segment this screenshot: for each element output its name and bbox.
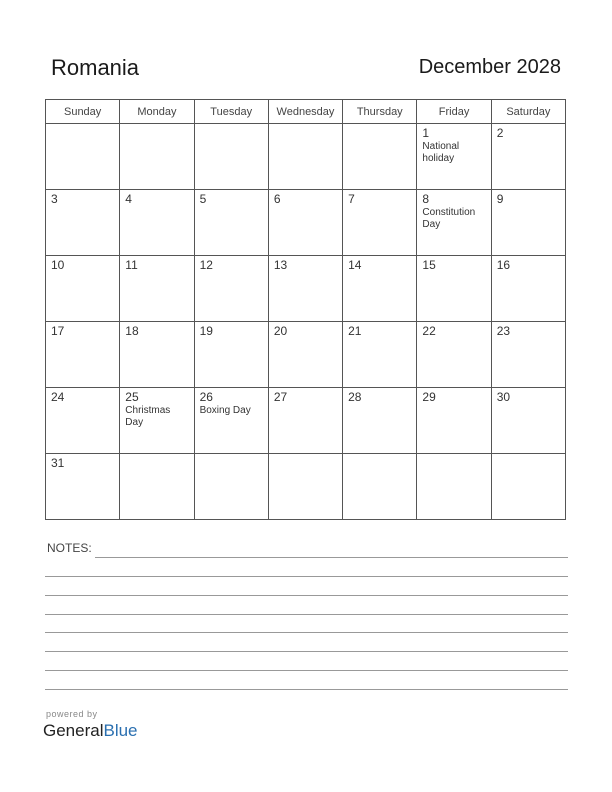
day-cell [46,256,120,322]
day-cell [343,454,417,520]
day-number: 21 [348,324,362,338]
day-cell [343,256,417,322]
day-number: 25 [125,390,139,404]
weekday-header: Thursday [343,100,417,124]
day-number: 31 [51,456,65,470]
day-number [343,124,416,126]
day-cell [268,124,342,190]
day-cell [417,454,491,520]
day-cell [120,190,194,256]
day-number [195,454,268,456]
day-cell [194,388,268,454]
week-row [46,322,566,388]
day-number: 27 [273,390,288,404]
day-cell [268,322,342,388]
day-number: 23 [496,324,511,338]
day-number: 7 [348,192,355,206]
day-cell [46,190,120,256]
brand-logo[interactable] [43,721,138,741]
day-cell [491,190,565,256]
day-number: 20 [273,324,288,338]
day-number: 19 [199,324,213,338]
notes-label: NOTES: [47,541,92,555]
day-number [46,124,119,126]
note-line [45,670,568,671]
note-line [45,595,568,596]
week-row [46,454,566,520]
day-number [343,454,416,456]
note-line [95,557,568,558]
note-line [45,576,568,577]
month-title: December 2028 [418,56,561,78]
day-cell [120,454,194,520]
weekday-header: Wednesday [268,100,342,124]
day-cell [491,124,565,190]
weekday-header: Saturday [491,100,565,124]
day-number: 10 [51,258,65,272]
day-number: 18 [125,324,139,338]
day-number [120,124,193,126]
day-number: 2 [496,126,504,140]
day-number [492,454,565,456]
weekday-header: Friday [417,100,491,124]
day-cell [491,388,565,454]
day-number: 11 [125,258,138,272]
note-line [45,689,568,690]
holiday-label: National holiday [422,141,460,164]
calendar-grid [45,99,566,520]
day-cell [268,190,342,256]
day-cell [194,256,268,322]
week-row [46,256,566,322]
day-cell [120,256,194,322]
day-cell [417,190,491,256]
day-number [120,454,193,456]
weekday-header: Tuesday [194,100,268,124]
brand-blue: Blue [103,721,138,740]
day-cell [120,388,194,454]
day-cell [46,124,120,190]
day-number: 26 [199,390,213,404]
day-number: 6 [273,192,281,206]
brand-general: General [43,721,104,740]
day-cell [417,322,491,388]
holiday-label: Boxing Day [199,405,251,416]
day-cell [194,454,268,520]
day-number: 24 [51,390,65,404]
week-row [46,124,566,190]
day-cell [268,256,342,322]
week-row [46,388,566,454]
weekday-header: Monday [120,100,194,124]
day-cell [417,388,491,454]
week-row [46,190,566,256]
day-cell [268,388,342,454]
day-cell [343,388,417,454]
day-number [195,124,268,126]
day-cell [46,388,120,454]
day-number: 14 [348,258,362,272]
day-number [417,454,490,456]
day-number [269,124,342,126]
day-number: 28 [348,390,362,404]
day-number: 5 [199,192,207,206]
day-cell [120,124,194,190]
day-cell [417,124,491,190]
day-cell [46,322,120,388]
day-cell [491,322,565,388]
country-title: Romania [51,55,140,80]
note-line [45,614,568,615]
day-cell [491,256,565,322]
day-cell [120,322,194,388]
day-cell [343,124,417,190]
day-number: 29 [422,390,436,404]
day-number: 15 [422,258,436,272]
day-number: 13 [273,258,288,272]
weekday-header-row [46,100,566,124]
powered-by-text: powered by [46,709,98,719]
day-number: 9 [496,192,504,206]
day-number: 17 [51,324,65,338]
day-cell [343,322,417,388]
day-cell [268,454,342,520]
day-number: 16 [496,258,511,272]
day-number [269,454,342,456]
day-number: 3 [51,192,58,206]
day-cell [343,190,417,256]
weekday-header: Sunday [46,100,120,124]
holiday-label: Constitution Day [422,207,476,230]
day-cell [194,322,268,388]
day-number: 30 [496,390,511,404]
day-number: 22 [422,324,436,338]
day-cell [194,124,268,190]
note-line [45,632,568,633]
day-number: 1 [422,126,430,140]
day-number: 8 [422,192,430,206]
day-number: 12 [199,258,213,272]
day-number: 4 [125,192,132,206]
day-cell [194,190,268,256]
day-cell [417,256,491,322]
day-cell [491,454,565,520]
note-line [45,651,568,652]
holiday-label: Christmas Day [125,405,171,428]
day-cell [46,454,120,520]
